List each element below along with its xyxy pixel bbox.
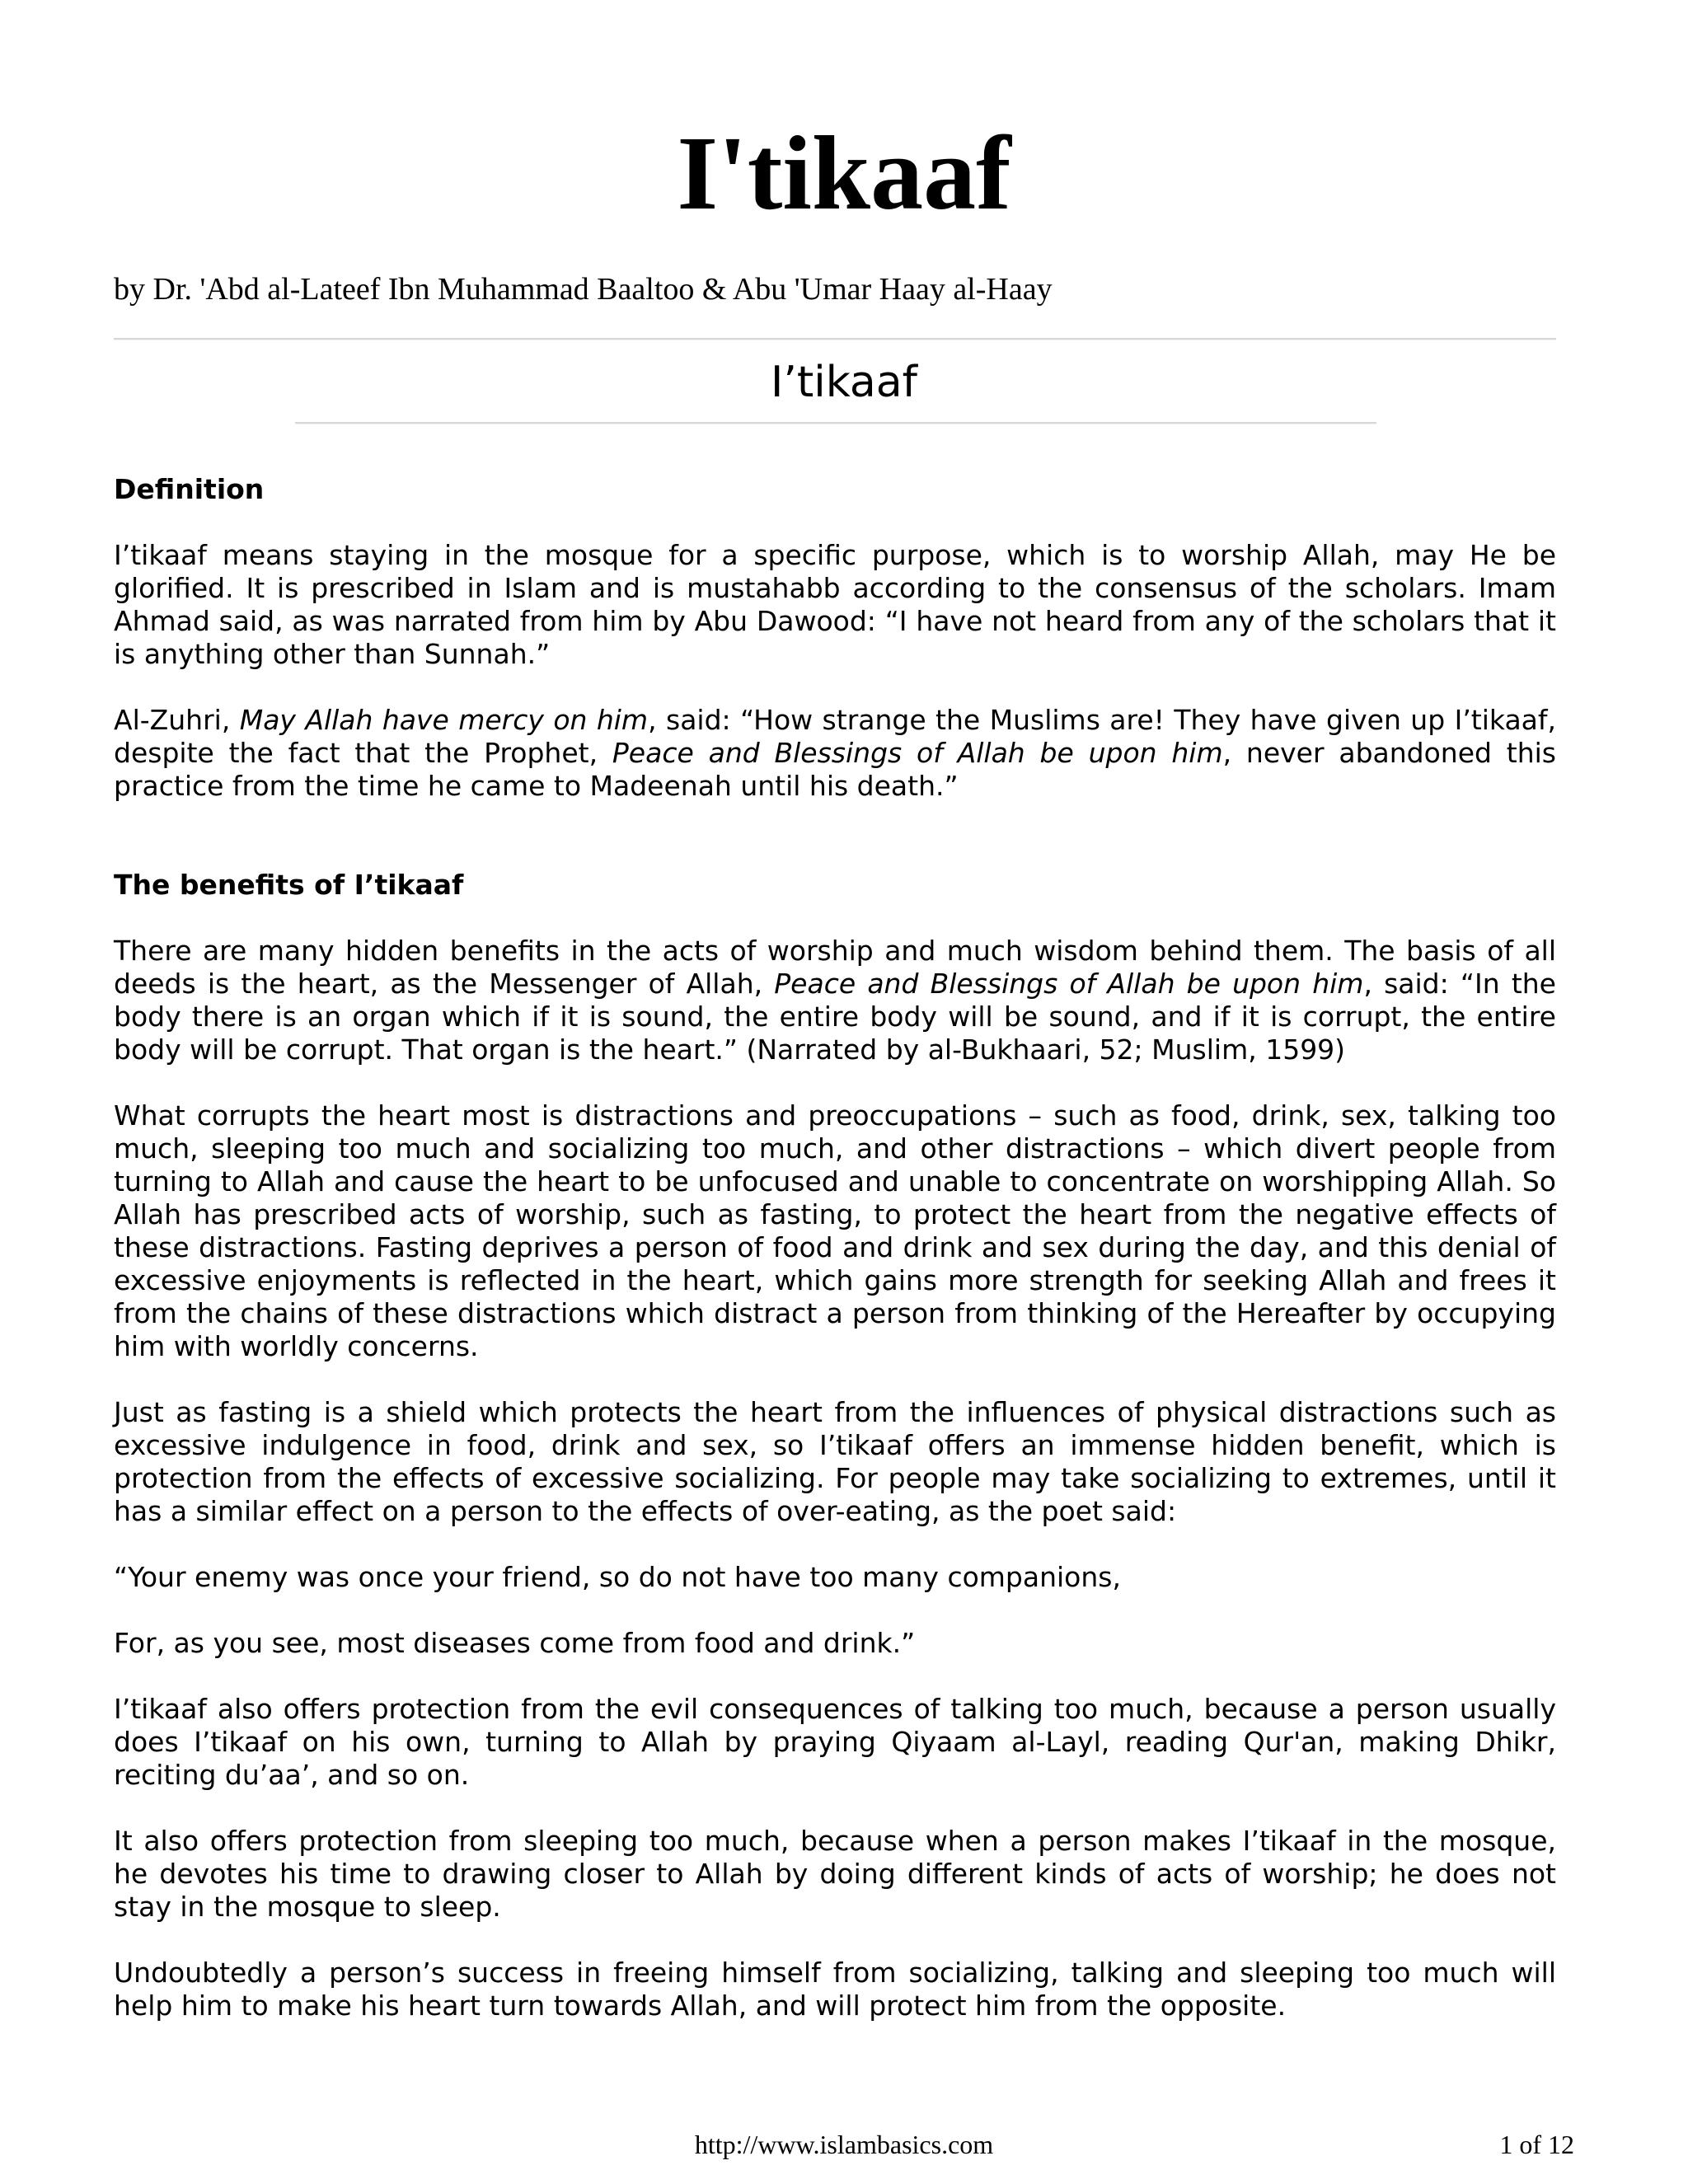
paragraph <box>114 704 1556 803</box>
section-heading-definition: Definition <box>114 473 265 505</box>
document-title: I'tikaaf <box>677 115 1011 232</box>
italic-honorific: Peace and Blessings of Allah be upon him <box>612 737 1223 769</box>
footer-url-link[interactable]: http://www.islambasics.com <box>694 2130 994 2159</box>
article-title-divider <box>295 422 1376 424</box>
article-body <box>114 473 1556 2022</box>
paragraph: Just as fasting is a shield which protects the heart from the influences of physical distractions such as excessive indulgence in food, drink and sex, so I’tikaaf offers an immense hidden benefit, which is protection from the effects of excessive socializing. For people may take socializing to extremes, until it has a similar effect on a person to the effects of over-eating, as the poet said: <box>114 1396 1556 1527</box>
paragraph <box>114 935 1556 1066</box>
paragraph: Undoubtedly a person’s success in freeing himself from socializing, talking and sleeping too much will help him to make his heart turn towards Allah, and will protect him from the opposite. <box>114 1957 1556 2022</box>
author-byline: by Dr. 'Abd al-Lateef Ibn Muhammad Baaltoo & Abu 'Umar Haay al-Haay <box>114 272 1053 307</box>
paragraph: I’tikaaf means staying in the mosque for a specific purpose, which is to worship Allah, may He be glorified. It is prescribed in Islam and is mustahabb according to the consensus of the scholars. Imam Ahmad said, as was narrated from him by Abu Dawood: “I have not heard from any of the scholars that it is anything other than Sunnah.” <box>114 539 1556 670</box>
text-run: , said: “In the body there is an organ which if it is sound, the entire body will be sound, and if it is corrupt, the entire body will be corrupt. That organ is the heart.” (Narrated by al-Bukhaari, 52; Muslim, 1599) <box>114 968 1556 1066</box>
paragraph: What corrupts the heart most is distractions and preoccupations – such as food, drink, sex, talking too much, sleeping too much and socializing too much, and other distractions – which divert people from turning to Allah and cause the heart to be unfocused and unable to concentrate on worshipping Allah. So Allah has prescribed acts of worship, such as fasting, to protect the heart from the negative effects of these distractions. Fasting deprives a person of food and drink and sex during the day, and this denial of excessive enjoyments is reflected in the heart, which gains more strength for seeking Allah and frees it from the chains of these distractions which distract a person from thinking of the Hereafter by occupying him with worldly concerns. <box>114 1099 1556 1362</box>
section-heading-benefits: The benefits of I’tikaaf <box>114 869 464 901</box>
text-run: Al-Zuhri, <box>114 704 240 736</box>
poem-line: “Your enemy was once your friend, so do not have too many companions, <box>114 1561 1121 1593</box>
text-run: , never abandoned this practice from the time he came to Madeenah until his death.” <box>114 737 1556 802</box>
paragraph: It also offers protection from sleeping too much, because when a person makes I’tikaaf in the mosque, he devotes his time to drawing closer to Allah by doing different kinds of acts of worship; he does not stay in the mosque to sleep. <box>114 1825 1556 1923</box>
article-title: I’tikaaf <box>771 358 917 407</box>
header-divider <box>114 338 1556 340</box>
italic-honorific: May Allah have mercy on him <box>239 704 649 736</box>
page-number: 1 of 12 <box>1499 2130 1574 2159</box>
text-run: , said: “How strange the Muslims are! They have given up I’tikaaf, despite the fact that the Prophet, <box>114 704 1556 769</box>
paragraph: I’tikaaf also offers protection from the evil consequences of talking too much, because a person usually does I’tikaaf on his own, turning to Allah by praying Qiyaam al-Layl, reading Qur'an, making Dhikr, reciting du’aa’, and so on. <box>114 1693 1556 1791</box>
text-run: There are many hidden benefits in the acts of worship and much wisdom behind them. The basis of all deeds is the heart, as the Messenger of Allah, <box>114 935 1556 1000</box>
italic-honorific: Peace and Blessings of Allah be upon him <box>774 968 1364 1000</box>
poem-line: For, as you see, most diseases come from food and drink.” <box>114 1627 916 1659</box>
